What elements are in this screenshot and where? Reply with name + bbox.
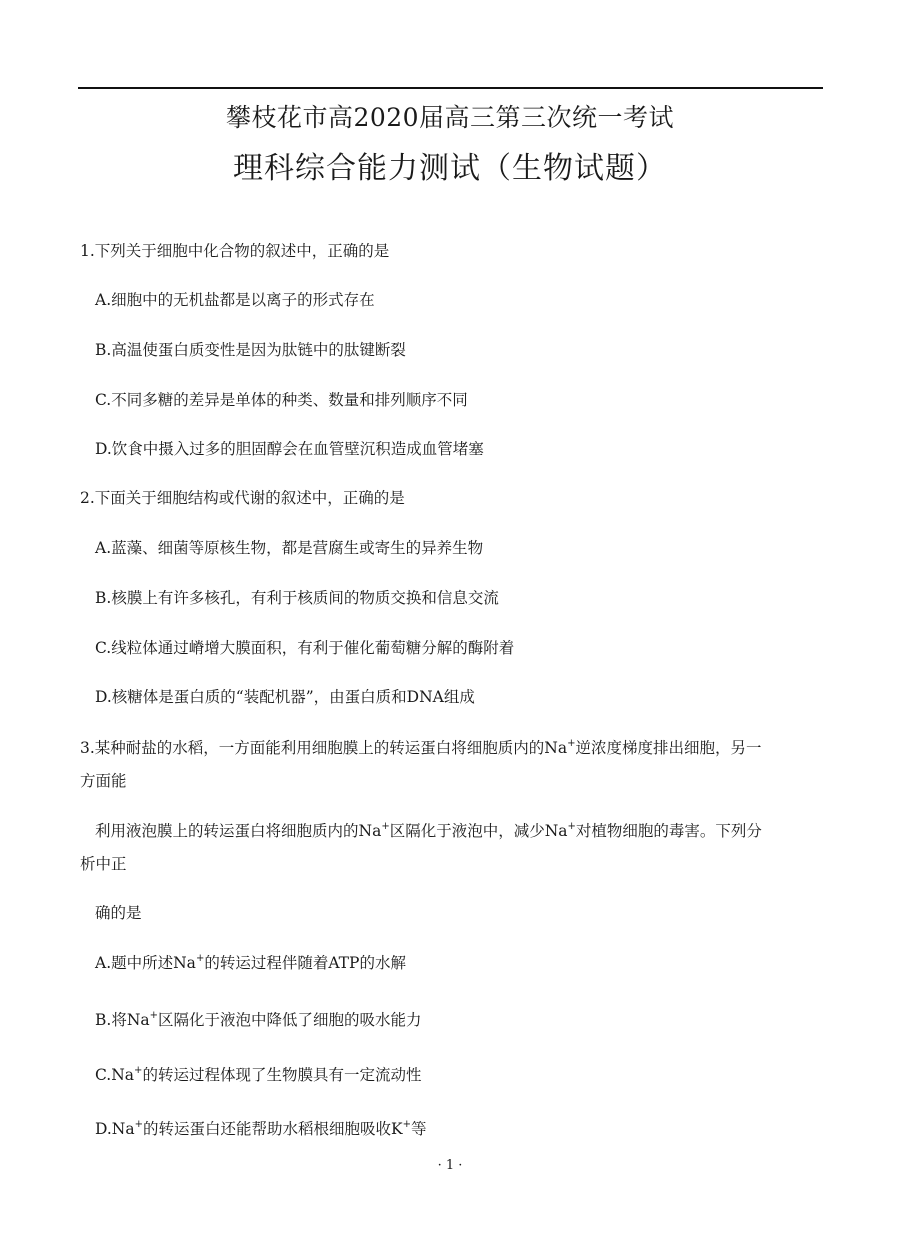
question-3-option-b: B.将Na+区隔化于液泡中降低了细胞的吸水能力 (95, 1009, 422, 1029)
question-2-option-a: A.蓝藻、细菌等原核生物，都是营腐生或寄生的异养生物 (95, 539, 484, 557)
question-3-stem-line3: 利用液泡膜上的转运蛋白将细胞质内的Na+区隔化于液泡中，减少Na+对植物细胞的毒害。下列分 (95, 820, 762, 840)
exam-title: 攀枝花市高2020届高三第三次统一考试 (225, 103, 675, 132)
question-3-option-c: C.Na+的转运过程体现了生物膜具有一定流动性 (95, 1064, 422, 1084)
superscript-plus: + (134, 1064, 143, 1076)
superscript-plus: + (402, 1118, 411, 1130)
question-2-option-b: B.核膜上有许多核孔，有利于核质间的物质交换和信息交流 (95, 589, 499, 607)
exam-subtitle: 理科综合能力测试（生物试题） (233, 151, 667, 186)
question-3-option-a: A.题中所述Na+的转运过程伴随着ATP的水解 (95, 952, 406, 972)
question-1-option-b: B.高温使蛋白质变性是因为肽链中的肽键断裂 (95, 341, 406, 359)
question-3-stem-line5: 确的是 (95, 904, 142, 922)
question-2-stem: 2.下面关于细胞结构或代谢的叙述中，正确的是 (80, 489, 405, 507)
question-3-stem-line4: 析中正 (80, 855, 127, 873)
question-1-option-a: A.细胞中的无机盐都是以离子的形式存在 (95, 291, 375, 309)
question-1-option-d: D.饮食中摄入过多的胆固醇会在血管壁沉积造成血管堵塞 (95, 440, 484, 458)
question-1-stem: 1.下列关于细胞中化合物的叙述中，正确的是 (80, 242, 390, 260)
question-3-stem-line2: 方面能 (80, 772, 127, 790)
superscript-plus: + (149, 1009, 159, 1021)
top-rule (78, 87, 823, 89)
superscript-plus: + (195, 952, 205, 964)
superscript-plus: + (381, 820, 390, 832)
superscript-plus: + (567, 820, 576, 832)
question-1-option-c: C.不同多糖的差异是单体的种类、数量和排列顺序不同 (95, 391, 468, 409)
page-number: · 1 · (437, 1158, 463, 1173)
question-3-stem-line1: 3.某种耐盐的水稻，一方面能利用细胞膜上的转运蛋白将细胞质内的Na+逆浓度梯度排出细胞，另一 (80, 737, 762, 757)
question-3-option-d: D.Na+的转运蛋白还能帮助水稻根细胞吸收K+等 (95, 1118, 427, 1138)
superscript-plus: + (134, 1118, 143, 1130)
question-2-option-c: C.线粒体通过嵴增大膜面积，有利于催化葡萄糖分解的酶附着 (95, 639, 515, 657)
question-2-option-d: D.核糖体是蛋白质的“装配机器”，由蛋白质和DNA组成 (95, 688, 475, 706)
superscript-plus: + (567, 737, 576, 749)
